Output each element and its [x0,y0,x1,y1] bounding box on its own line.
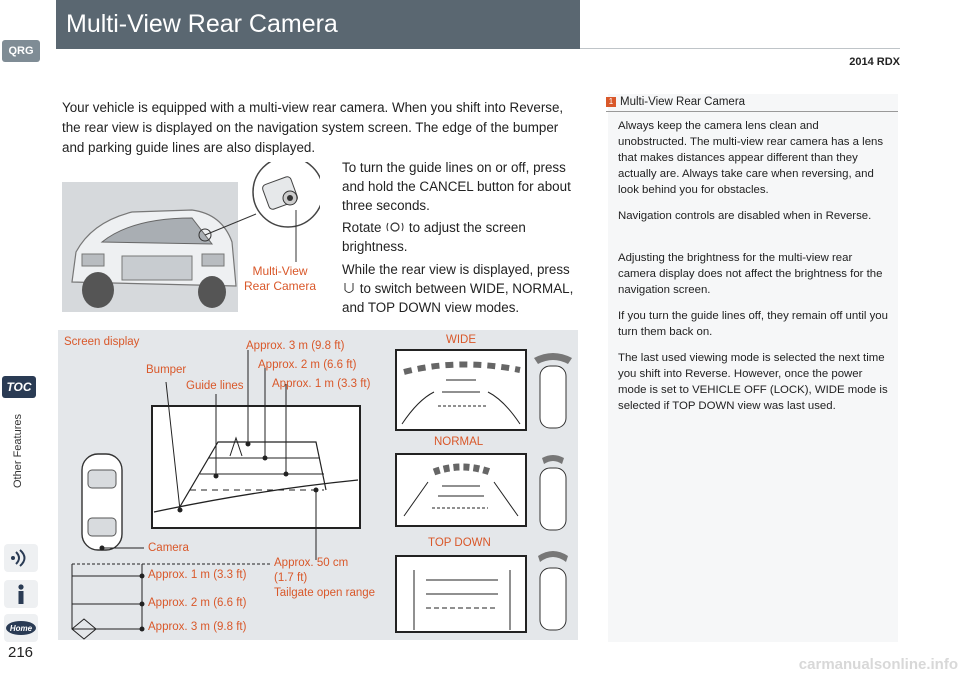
info-button[interactable] [4,580,38,608]
instruction-brightness: Rotate to adjust the screen brightness. [342,220,526,254]
footer-watermark: carmanualsonline.info [798,656,958,673]
note-navigation: Navigation controls are disabled when in Reverse. [618,210,872,222]
label-wide: WIDE [446,334,477,346]
label-top-down: TOP DOWN [428,537,491,549]
label-normal: NORMAL [434,436,484,448]
home-button[interactable] [4,614,38,642]
model-label: 2014 RDX [849,56,900,68]
label-camera: Camera [148,542,189,554]
note-view-mode: The last used viewing mode is selected the next time you shift into Reverse. However, once the power mode is set to VEHICLE OFF (LOCK), WIDE mode is selected if TOP DOWN view was last used. [618,352,888,412]
label-screen-display: Screen display [64,336,140,348]
camera-callout-label: Multi-View Rear Camera [244,264,317,293]
home-icon [4,614,38,642]
label-approx-1m-top: Approx. 1 m (3.3 ft) [272,378,371,390]
label-approx-2m-top: Approx. 2 m (6.6 ft) [258,359,357,371]
page-title: Multi-View Rear Camera [66,10,338,38]
header-rule [580,48,900,49]
camera-diagram [58,330,578,640]
page-number: 216 [8,644,34,661]
voice-button[interactable] [4,544,38,572]
label-tailgate-range: Approx. 50 cm (1.7 ft) Tailgate open range [274,557,376,599]
label-approx-3m-top: Approx. 3 m (9.8 ft) [246,340,345,352]
label-approx-1m: Approx. 1 m (3.3 ft) [148,569,247,581]
svg-text:Home: Home [9,624,33,633]
instruction-view-mode: While the rear view is displayed, press to switch between WIDE, NORMAL, and TOP DOWN view modes. [342,262,574,315]
note-number-badge: 1 [606,97,616,107]
label-guide-lines: Guide lines [186,380,244,392]
instruction-guide-lines: To turn the guide lines on or off, press and hold the CANCEL button for about three seconds. [342,160,571,213]
note-guide-lines: If you turn the guide lines off, they remain off until you turn them back on. [618,310,888,338]
dial-icon [385,219,405,235]
qrg-button[interactable]: QRG [2,40,40,62]
notes-heading: 1 Multi-View Rear Camera [606,96,898,112]
toc-button[interactable]: TOC [2,376,36,398]
section-tab[interactable]: Other Features [12,414,24,488]
note-brightness: Adjusting the brightness for the multi-view rear camera display does not affect the brightness for the navigation screen. [618,252,883,296]
press-dial-icon [342,281,356,295]
title-bar [56,0,580,49]
label-bumper: Bumper [146,364,187,376]
label-approx-3m: Approx. 3 m (9.8 ft) [148,621,247,633]
label-approx-2m: Approx. 2 m (6.6 ft) [148,597,247,609]
intro-paragraph: Your vehicle is equipped with a multi-view rear camera. When you shift into Reverse, the rear view is displayed on the navigation system screen. The edge of the bumper and parking guide lines are also displayed. [62,100,564,155]
note-lens: Always keep the camera lens clean and unobstructed. The multi-view rear camera has a lens that makes distances appear different than they actually are. Always take care when reversing, and look behind you for obstacles. [618,120,884,196]
voice-icon [4,544,38,572]
info-icon [4,580,38,608]
camera-callout [190,162,320,272]
